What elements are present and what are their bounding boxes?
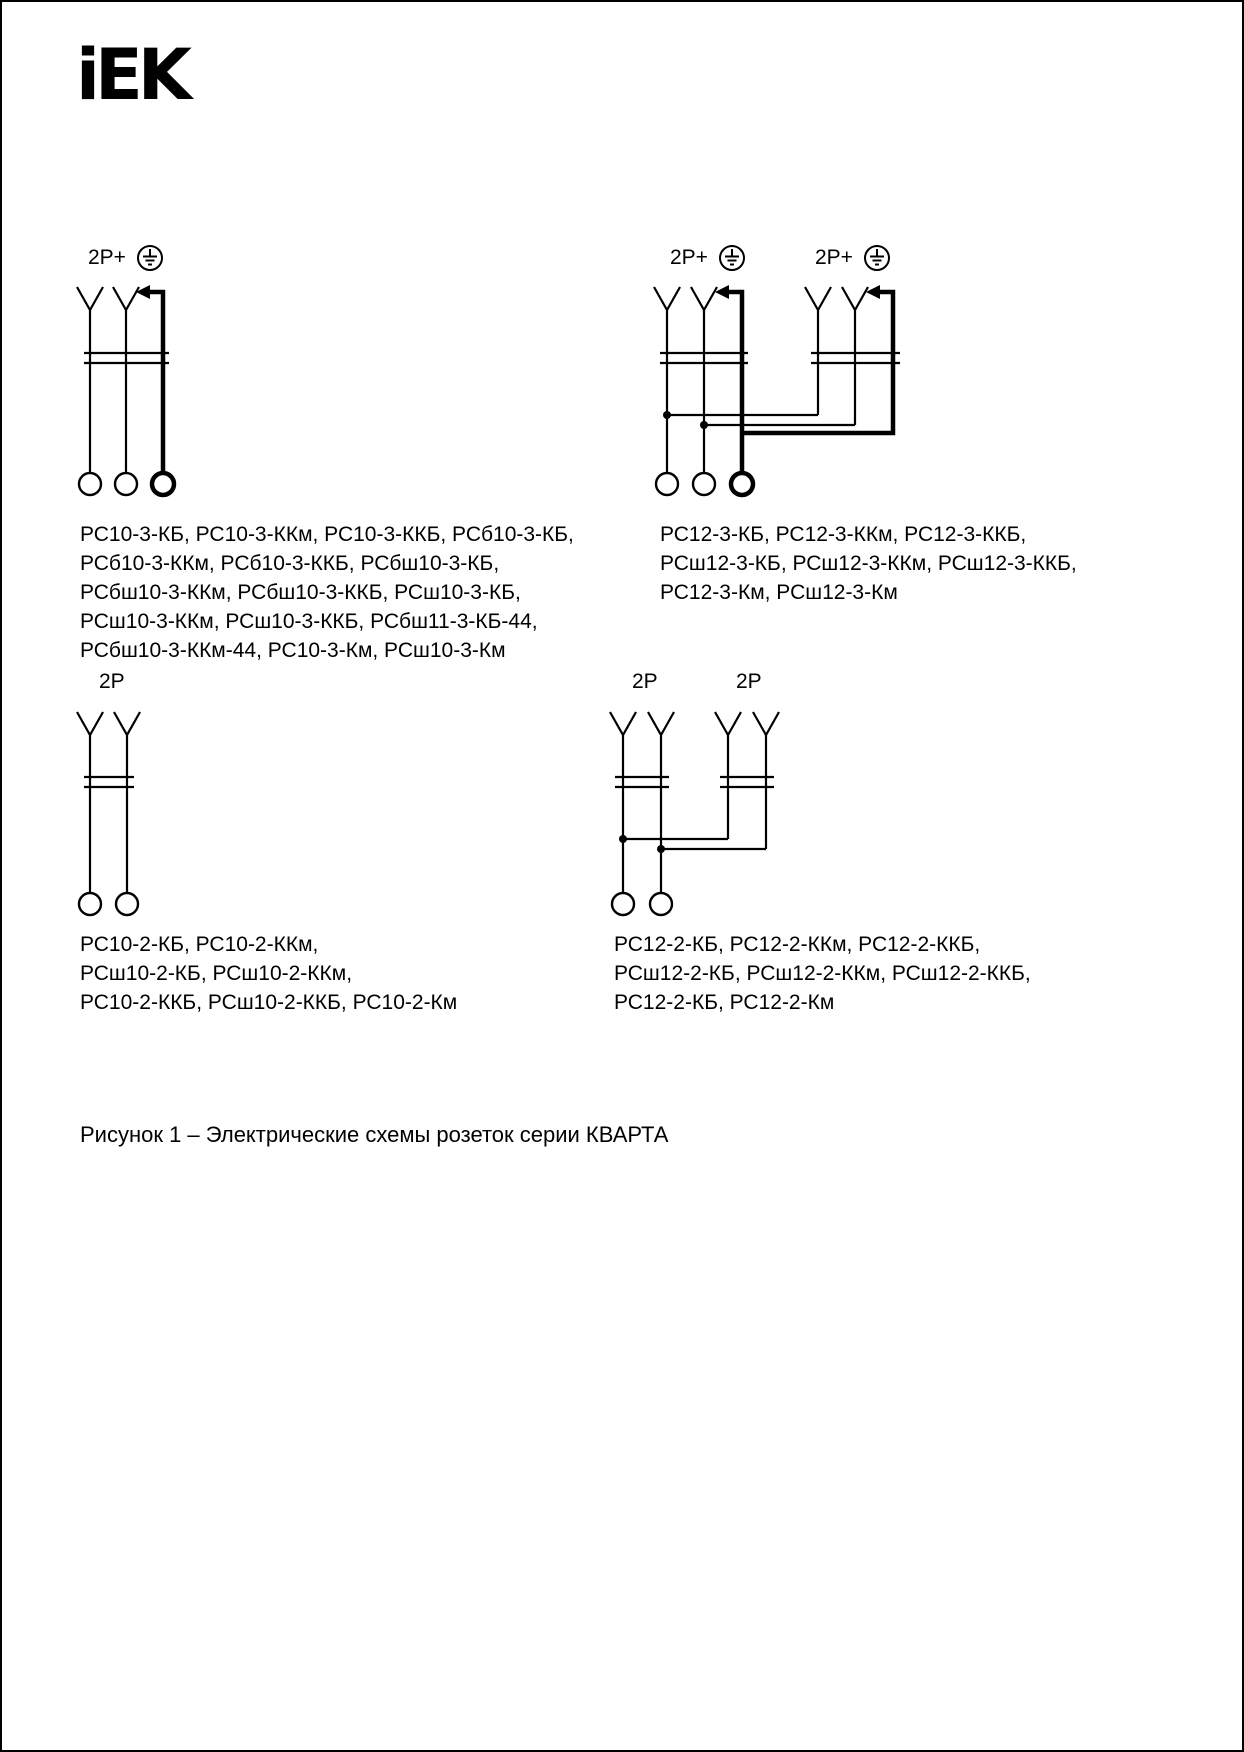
earth-ground-icon (718, 244, 746, 272)
model-line: РС12-3-Км, РСш12-3-Км (660, 581, 898, 604)
diagram4-pole-label-1: 2Р (632, 670, 658, 693)
diagram3-pole-label: 2Р (99, 670, 125, 693)
diagram1-pole-label: 2P+ (88, 246, 126, 269)
terminal-circle (650, 893, 672, 915)
diagram4-pole-label-2: 2Р (736, 670, 762, 693)
contact-fork-icon (654, 287, 900, 473)
junction-dot (619, 835, 627, 843)
terminal-circle (79, 473, 101, 495)
terminal-circle (693, 473, 715, 495)
contact-fork-icon (77, 287, 169, 473)
schematic-double-socket-2p (597, 699, 792, 929)
earth-ground-icon (863, 244, 891, 272)
contact-fork-icon (610, 712, 779, 893)
model-line: РСш10-3-ККм, РСш10-3-ККБ, РСбш11-3-КБ-44, (80, 610, 538, 633)
terminal-circle (656, 473, 678, 495)
junction-dot (663, 411, 671, 419)
iek-logo: iEK (76, 34, 188, 116)
diagram1-label-row (88, 243, 164, 273)
figure-caption: Рисунок 1 – Электрические схемы розеток серии КВАРТА (80, 1122, 669, 1147)
model-line: РСбш10-3-ККм, РСбш10-3-ККБ, РСш10-3-КБ, (80, 581, 521, 604)
model-line: РСб10-3-ККм, РСб10-3-ККБ, РСбш10-3-КБ, (80, 552, 500, 575)
model-line: РСбш10-3-ККм-44, РС10-3-Км, РСш10-3-Км (80, 639, 506, 662)
diagram2-label-row-1 (670, 243, 746, 273)
model-line: РСш12-3-КБ, РСш12-3-ККм, РСш12-3-ККБ, (660, 552, 1077, 575)
earth-pin-arrow-icon (715, 285, 893, 472)
model-list-3 (80, 930, 457, 1017)
model-line: РС12-2-КБ, РС12-2-ККм, РС12-2-ККБ, (614, 933, 981, 956)
schematic-single-socket-2p-earth (62, 274, 202, 504)
terminal-circle (115, 473, 137, 495)
model-line: РС10-2-ККБ, РСш10-2-ККБ, РС10-2-Км (80, 991, 458, 1014)
terminal-circle (116, 893, 138, 915)
model-line: РС12-3-КБ, РС12-3-ККм, РС12-3-ККБ, (660, 523, 1027, 546)
earth-ground-icon (136, 244, 164, 272)
diagram2-pole-label-1: 2P+ (670, 246, 708, 269)
model-line: РСш10-2-КБ, РСш10-2-ККм, (80, 962, 353, 985)
diagram2-pole-label-2: 2P+ (815, 246, 853, 269)
junction-dot (657, 845, 665, 853)
model-line: РС10-2-КБ, РС10-2-ККм, (80, 933, 319, 956)
schematic-double-socket-2p-earth (642, 274, 912, 504)
terminal-circle (612, 893, 634, 915)
earth-pin-arrow-icon (136, 285, 163, 472)
junction-dot (700, 421, 708, 429)
earth-terminal-circle (152, 473, 174, 495)
model-list-1 (80, 520, 574, 665)
model-line: РС10-3-КБ, РС10-3-ККм, РС10-3-ККБ, РСб10-3-КБ, (80, 523, 574, 546)
contact-fork-icon (77, 712, 140, 893)
earth-terminal-circle (731, 473, 753, 495)
model-list-2 (660, 520, 1077, 607)
model-list-4 (614, 930, 1031, 1017)
terminal-circle (79, 893, 101, 915)
diagram2-label-row-2 (815, 243, 891, 273)
model-line: РС12-2-КБ, РС12-2-Км (614, 991, 835, 1014)
schematic-single-socket-2p (62, 699, 162, 929)
model-line: РСш12-2-КБ, РСш12-2-ККм, РСш12-2-ККБ, (614, 962, 1031, 985)
